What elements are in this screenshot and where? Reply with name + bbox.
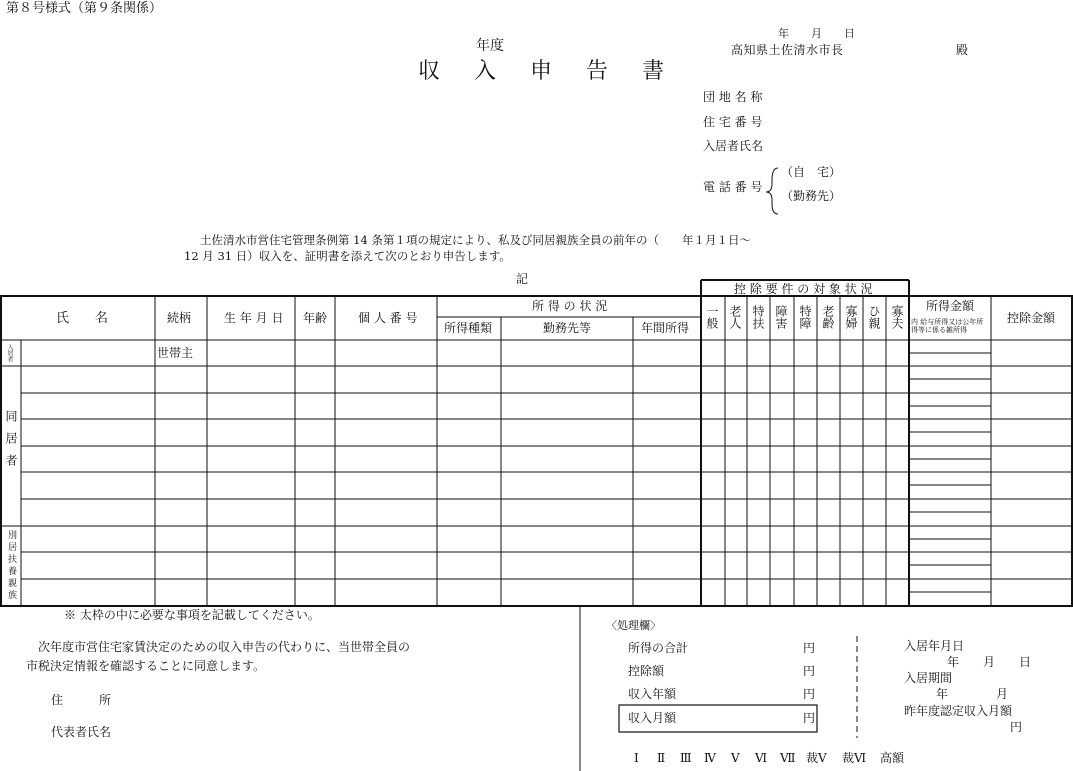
deduction-col-special-dependent: 特扶 — [751, 305, 765, 329]
col-mynumber-header: 個 人 番 号 — [358, 311, 418, 325]
ki-label: 記 — [516, 272, 529, 286]
class-2: Ⅱ — [657, 751, 666, 765]
form-label: 第８号様式（第９条関係） — [6, 1, 163, 16]
last-year-monthly-label: 昨年度認定収入月額 — [904, 704, 1013, 718]
col-income-amount-header: 所得金額 — [926, 299, 975, 313]
address-label: 住 所 — [51, 693, 112, 707]
honorific: 殿 — [956, 43, 969, 57]
annual-income-yen: 円 — [803, 687, 816, 701]
deduction-col-elderly: 老人 — [728, 305, 742, 329]
phone-home-label: （自 宅） — [781, 165, 842, 179]
deduction-col-single-parent: ひ親 — [867, 305, 881, 329]
col-income-type-header: 所得種類 — [444, 321, 493, 335]
class-high: 高額 — [880, 751, 905, 765]
intro-line-1: 土佐清水市営住宅管理条例第 14 条第１項の規定により、私及び同居親族全員の前年の（ 年１月１日〜 — [200, 233, 751, 247]
tenant-name-label: 入居者氏名 — [703, 139, 764, 153]
head-of-household: 世帯主 — [157, 346, 194, 360]
income-group-header: 所 得 の 状 況 — [532, 299, 608, 313]
deduction-col-special-disability: 特障 — [798, 305, 812, 329]
processing-title: 〈処理欄〉 — [606, 619, 661, 632]
section-tenant: 入居者 — [6, 344, 13, 362]
page-title: 収 入 申 告 書 — [418, 59, 671, 84]
section-cohabitants: 同居者 — [4, 410, 18, 476]
house-number-label: 住 宅 番 号 — [703, 115, 763, 129]
col-employer-header: 勤務先等 — [543, 321, 592, 335]
residence-period-ym: 年 月 — [936, 687, 1009, 701]
monthly-income-yen: 円 — [803, 711, 816, 725]
class-4: Ⅳ — [704, 751, 716, 765]
deduction-label: 控除額 — [628, 664, 665, 678]
consent-line-2: 市税決定情報を確認することに同意します。 — [26, 659, 266, 673]
fiscal-year-label: 年度 — [476, 38, 504, 54]
deduction-yen: 円 — [803, 664, 816, 678]
deduction-col-disability: 障害 — [774, 305, 788, 329]
section-separate-dependents: 別居扶養親族 — [6, 530, 16, 602]
move-in-date-ymd: 年 月 日 — [947, 655, 1032, 669]
col-annual-income-header: 年間所得 — [641, 321, 690, 335]
intro-line-2: 12 月 31 日）収入を、証明書を添えて次のとおり申告します。 — [184, 249, 511, 263]
complex-name-label: 団 地 名 称 — [703, 90, 763, 104]
move-in-date-label: 入居年月日 — [904, 639, 965, 653]
date-line: 年 月 日 — [778, 27, 855, 40]
deduction-col-aged: 老齢 — [821, 305, 835, 329]
col-birthdate-header: 生 年 月 日 — [224, 311, 284, 325]
phone-label: 電 話 番 号 — [703, 180, 763, 194]
col-name-header: 氏 名 — [56, 311, 109, 326]
annual-income-label: 収入年額 — [628, 687, 677, 701]
residence-period-label: 入居期間 — [904, 671, 953, 685]
deduction-col-general: 一般 — [705, 305, 719, 329]
class-court-6: 裁Ⅵ — [842, 751, 867, 765]
col-age-header: 年齢 — [303, 311, 328, 325]
class-7: Ⅶ — [780, 751, 796, 765]
recipient: 高知県土佐清水市長 — [731, 43, 844, 57]
total-income-yen: 円 — [803, 641, 816, 655]
class-5: Ⅴ — [731, 751, 740, 765]
last-year-monthly-yen: 円 — [1010, 720, 1023, 734]
class-3: Ⅲ — [680, 751, 692, 765]
class-6: Ⅵ — [755, 751, 768, 765]
total-income-label: 所得の合計 — [628, 641, 689, 655]
deduction-col-widower: 寡夫 — [890, 305, 904, 329]
col-deduction-amount-header: 控除金額 — [1007, 311, 1056, 325]
phone-work-label: （勤務先） — [781, 189, 842, 203]
class-1: Ⅰ — [634, 751, 639, 765]
fill-note: ※ 太枠の中に必要な事項を記載してください。 — [64, 608, 320, 622]
col-relation-header: 続柄 — [167, 311, 192, 325]
representative-label: 代表者氏名 — [51, 725, 112, 739]
deduction-group-header: 控 除 要 件 の 対 象 状 況 — [734, 282, 873, 296]
monthly-income-label: 収入月額 — [628, 711, 677, 725]
class-court-5: 裁Ⅴ — [806, 751, 827, 765]
deduction-col-widow: 寡婦 — [844, 305, 858, 329]
col-income-amount-note: 内 給与所得又は公年所得等に係る雑所得 — [911, 318, 984, 335]
consent-line-1: 次年度市営住宅家賃決定のための収入申告の代わりに、当世帯全員の — [38, 640, 411, 654]
